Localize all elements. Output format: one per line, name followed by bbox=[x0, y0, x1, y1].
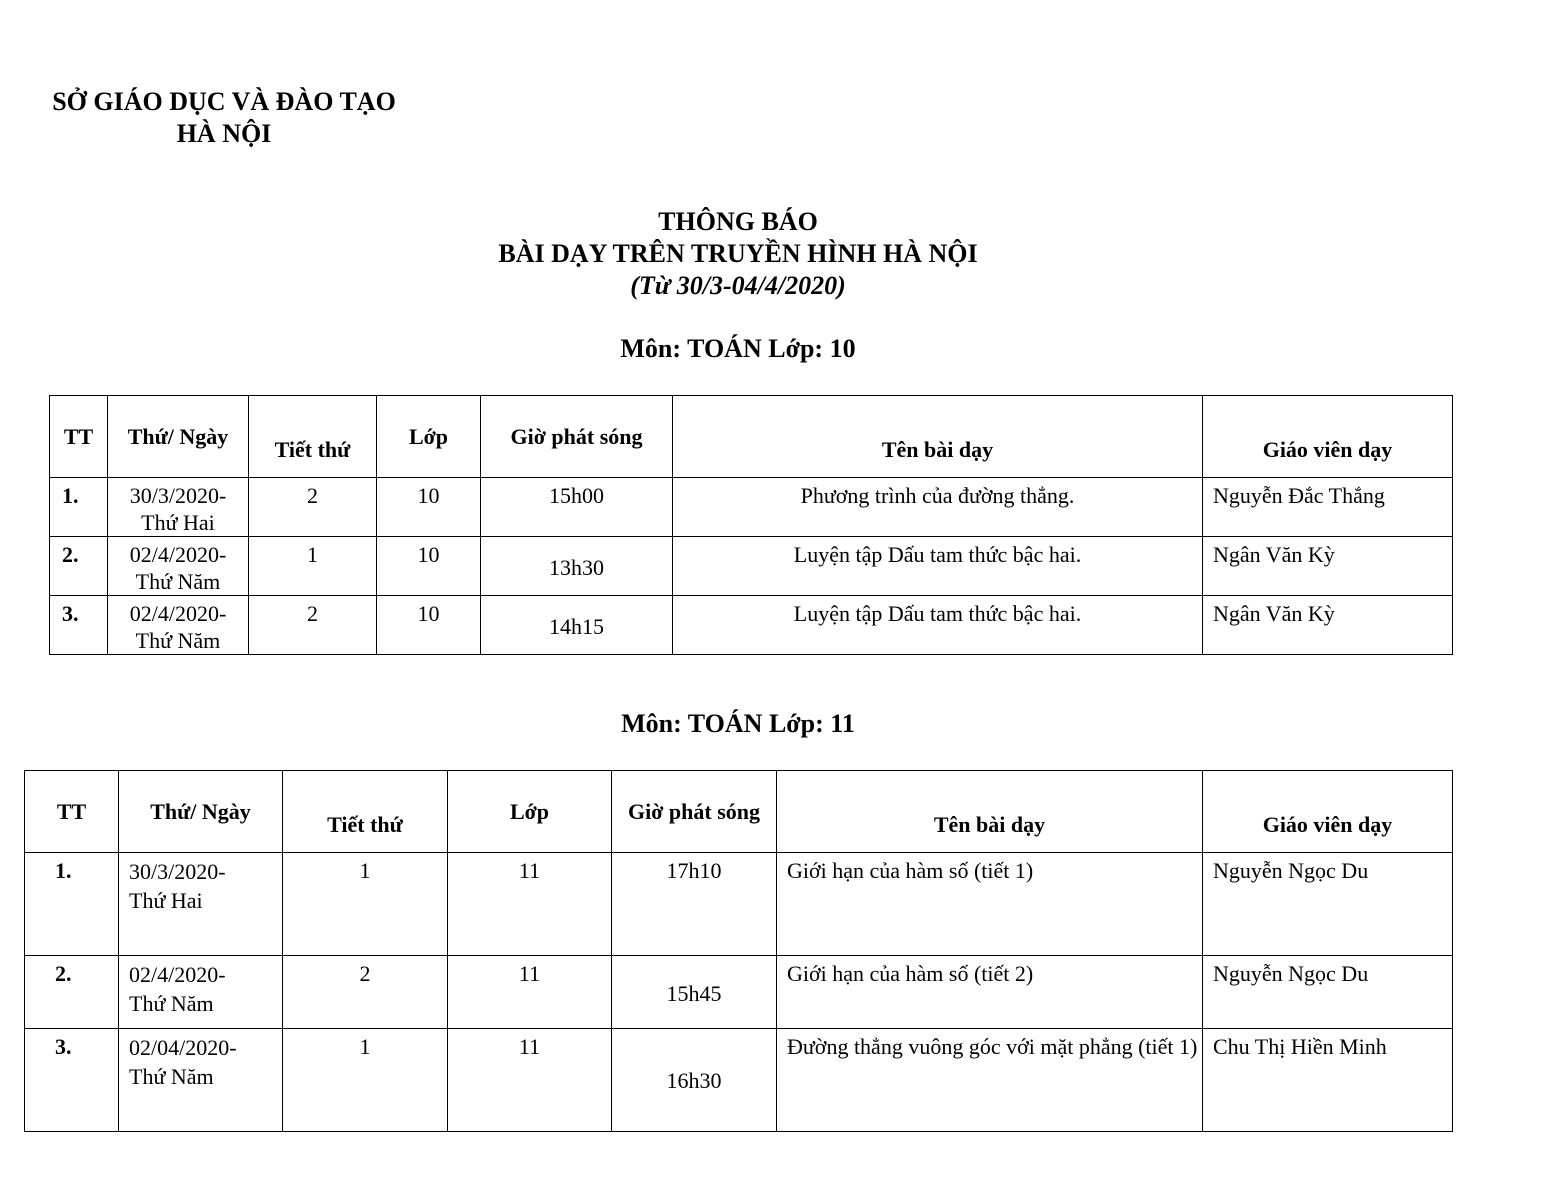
section-title-grade-11: Môn: TOÁN Lớp: 11 bbox=[621, 709, 855, 738]
row-lesson: Giới hạn của hàm số (tiết 1) bbox=[787, 858, 1034, 883]
row-number: 2. bbox=[62, 542, 79, 567]
row-teacher: Nguyễn Ngọc Du bbox=[1213, 858, 1369, 883]
row-teacher: Ngân Văn Kỳ bbox=[1213, 601, 1335, 626]
row-number: 1. bbox=[62, 483, 79, 508]
row-weekday: Thứ Hai bbox=[129, 888, 203, 913]
table-header-row bbox=[50, 396, 1453, 478]
row-date: 30/3/2020- bbox=[129, 483, 227, 508]
row-air-time: 15h00 bbox=[549, 483, 604, 508]
row-number: 2. bbox=[55, 961, 72, 986]
row-lesson: Luyện tập Dấu tam thức bậc hai. bbox=[793, 542, 1082, 567]
row-weekday: Thứ Năm bbox=[129, 991, 214, 1016]
row-weekday: Thứ Năm bbox=[129, 1064, 214, 1089]
table-row bbox=[50, 537, 1453, 596]
header-period: Tiết thứ bbox=[249, 396, 377, 478]
header-air-time: Giờ phát sóng bbox=[481, 396, 673, 478]
header-teacher: Giáo viên dạy bbox=[1203, 771, 1453, 853]
header-teacher: Giáo viên dạy bbox=[1203, 396, 1453, 478]
row-date: 02/04/2020- bbox=[129, 1035, 237, 1060]
issuing-authority bbox=[36, 86, 412, 150]
row-class: 10 bbox=[417, 542, 440, 567]
row-teacher: Nguyễn Đắc Thắng bbox=[1213, 483, 1385, 508]
header-lesson: Tên bài dạy bbox=[673, 396, 1203, 478]
row-number: 1. bbox=[55, 858, 72, 883]
row-date: 02/4/2020- bbox=[129, 542, 227, 567]
row-weekday: Thứ Năm bbox=[135, 569, 221, 594]
row-period: 2 bbox=[307, 601, 318, 626]
row-period: 1 bbox=[359, 1034, 371, 1059]
header-lesson: Tên bài dạy bbox=[777, 771, 1203, 853]
row-teacher: Nguyễn Ngọc Du bbox=[1213, 961, 1369, 986]
row-class: 10 bbox=[417, 601, 440, 626]
table-row bbox=[50, 478, 1453, 537]
row-number: 3. bbox=[62, 601, 79, 626]
row-date: 02/4/2020- bbox=[129, 962, 226, 987]
header-class: Lớp bbox=[448, 771, 612, 853]
row-class: 11 bbox=[518, 858, 541, 883]
header-date: Thứ/ Ngày bbox=[108, 396, 249, 478]
row-class: 10 bbox=[417, 483, 440, 508]
header-class: Lớp bbox=[377, 396, 481, 478]
row-class: 11 bbox=[518, 1034, 541, 1059]
row-air-time: 15h45 bbox=[666, 981, 722, 1006]
row-lesson: Đường thẳng vuông góc với mặt phẳng (tiết 1) bbox=[787, 1034, 1198, 1059]
table-header-row bbox=[25, 771, 1453, 853]
row-class: 11 bbox=[518, 961, 541, 986]
table-row bbox=[25, 853, 1453, 956]
row-lesson: Luyện tập Dấu tam thức bậc hai. bbox=[793, 601, 1082, 626]
row-lesson: Giới hạn của hàm số (tiết 2) bbox=[787, 961, 1034, 986]
notice-period: (Từ 30/3-04/4/2020) bbox=[630, 271, 846, 300]
row-date: 30/3/2020- bbox=[129, 859, 226, 884]
row-period: 1 bbox=[359, 858, 371, 883]
row-period: 2 bbox=[307, 483, 318, 508]
table-row bbox=[25, 1029, 1453, 1132]
row-period: 1 bbox=[307, 542, 318, 567]
table-row bbox=[50, 596, 1453, 655]
notice-title: THÔNG BÁO bbox=[658, 207, 818, 236]
row-air-time: 17h10 bbox=[666, 858, 722, 883]
authority-line-2: HÀ NỘI bbox=[176, 119, 272, 148]
table-row bbox=[25, 956, 1453, 1029]
section-title-grade-10: Môn: TOÁN Lớp: 10 bbox=[620, 334, 856, 363]
row-lesson: Phương trình của đường thẳng. bbox=[800, 483, 1075, 508]
schedule-table-grade-11 bbox=[24, 770, 1453, 1132]
row-number: 3. bbox=[55, 1034, 72, 1059]
schedule-table-grade-10 bbox=[49, 395, 1453, 655]
header-tt: TT bbox=[50, 396, 108, 478]
row-date: 02/4/2020- bbox=[129, 601, 227, 626]
row-weekday: Thứ Hai bbox=[141, 510, 215, 535]
row-weekday: Thứ Năm bbox=[135, 628, 221, 653]
header-period: Tiết thứ bbox=[283, 771, 448, 853]
header-air-time: Giờ phát sóng bbox=[612, 771, 777, 853]
row-air-time: 16h30 bbox=[666, 1068, 722, 1093]
header-date: Thứ/ Ngày bbox=[119, 771, 283, 853]
row-air-time: 14h15 bbox=[549, 614, 604, 639]
header-tt: TT bbox=[25, 771, 119, 853]
row-teacher: Ngân Văn Kỳ bbox=[1213, 542, 1335, 567]
row-air-time: 13h30 bbox=[549, 555, 604, 580]
notice-subtitle: BÀI DẠY TRÊN TRUYỀN HÌNH HÀ NỘI bbox=[498, 239, 978, 268]
authority-line-1: SỞ GIÁO DỤC VÀ ĐÀO TẠO bbox=[52, 87, 396, 116]
row-period: 2 bbox=[359, 961, 371, 986]
row-teacher: Chu Thị Hiền Minh bbox=[1213, 1034, 1387, 1059]
